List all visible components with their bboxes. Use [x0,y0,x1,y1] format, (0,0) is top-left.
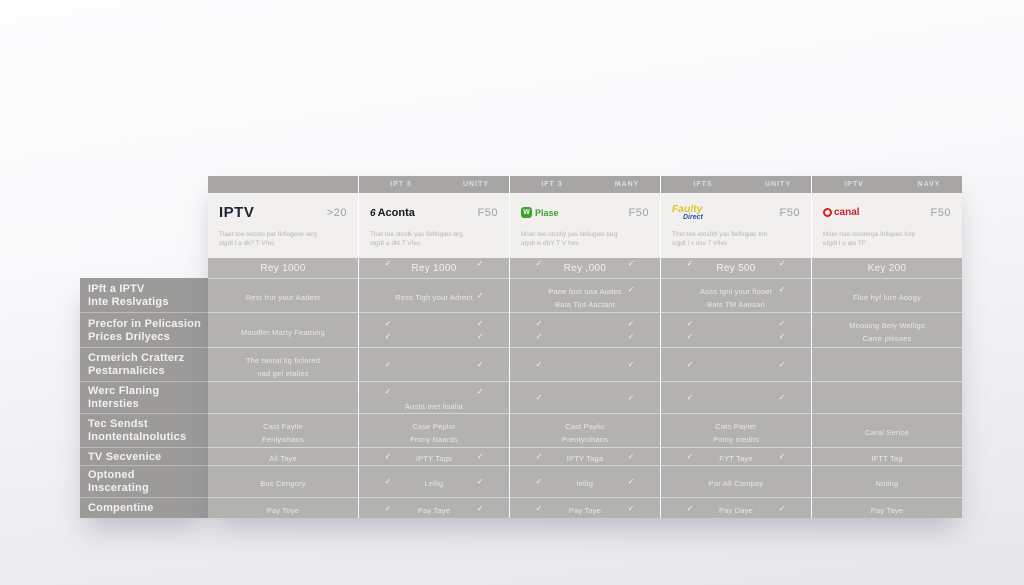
cell-text: lellig [576,479,594,488]
row-label [80,465,208,497]
cell-text: Carre ptlisaes [862,334,912,343]
cell-line [208,366,358,377]
feature-cell [208,312,358,347]
feature-cell [208,413,358,447]
feature-cell [812,447,962,465]
feature-cell [812,497,962,518]
description-line: Thet tee etcsIW yas fleflxgiac Inn [672,231,768,238]
cell-text: IPTY Taga [566,454,604,463]
row-label [80,347,208,381]
check-icon: ✓ [384,386,392,396]
check-icon: ✓ [627,477,635,486]
cell-text: Case Peplor [412,421,456,431]
check-icon: ✓ [778,284,786,294]
cell-line [359,476,509,487]
check-icon: ✓ [535,452,543,461]
cell-line [208,432,358,443]
description-line: Thet toe stcolk yas fieflogies brg [370,231,463,238]
feature-cell [359,347,509,381]
cell-line [661,359,811,370]
cell-line [510,318,660,329]
check-icon: ✓ [627,393,635,402]
brand-logo-text: Aconta [377,206,415,219]
logo-row [823,200,951,225]
feature-cell [510,278,660,312]
feature-cell [510,381,660,413]
check-icon: ✓ [476,291,484,300]
cell-line [661,297,811,308]
feature-cell [812,312,962,347]
cell-text: Austa met lisalia [404,401,463,411]
check-icon: ✓ [384,259,392,268]
cell-line [510,451,660,462]
check-icon: ✓ [627,259,635,268]
cell-text: nad gel etalies [257,368,309,378]
cell-line [661,432,811,443]
plan-value: Rey 1000 [260,262,306,274]
brand-logo-subtext: Direct [683,213,703,221]
provider-columns [208,176,962,518]
cell-line [661,331,811,342]
cell-line [208,290,358,301]
description [521,231,649,248]
row-label [80,413,208,447]
cell-text: Ponty medits [713,434,759,444]
cell-text: Caral Serice [865,428,909,437]
row-label-text: Precfor in Pelicasion [88,317,202,330]
cell-text: Pay Daye [718,505,754,515]
column-band [812,176,962,193]
cell-text: FYT Taye [719,454,753,463]
logo-row [672,200,800,225]
cell-line [812,331,962,342]
description-line: etgdl l o alo TF [823,239,866,247]
cell-line [359,290,509,301]
cell-line [359,359,509,370]
band-label-right: NAVY [917,181,941,188]
band-label-left: IPT 5 [390,181,412,188]
cell-line [661,503,811,514]
check-icon: ✓ [778,319,786,328]
check-icon: ✓ [778,259,786,268]
check-icon: ✓ [476,360,484,369]
cell-line [812,451,962,462]
ocanal-ring-icon [823,208,832,217]
check-icon: ✓ [476,332,484,341]
check-icon: ✓ [476,503,484,513]
brand-logo-plase [521,207,559,218]
cell-text: Pay Taye [870,505,904,515]
cell-text: Pay Taye [568,505,602,515]
feature-cell [812,347,962,381]
feature-cell [208,347,358,381]
feature-cell [812,381,962,413]
cell-line [208,476,358,487]
check-icon: ✓ [384,360,392,369]
check-icon: ✓ [686,393,694,402]
check-icon: ✓ [535,360,543,369]
check-icon: ✓ [476,386,484,396]
cell-line [208,419,358,430]
plan-value: Key 200 [867,262,907,274]
description [370,231,498,248]
row-label [80,497,208,518]
cell-text: IFTT Tag [871,454,903,463]
plan-value: Rey 1000 [411,262,457,274]
band-label-left: IFT 3 [541,181,563,188]
cell-text: Floe hyf lure Aoogy [852,293,921,302]
feature-cell [208,447,358,465]
feature-cell [661,347,811,381]
cell-line [510,331,660,342]
cell-text: The tantat lig ficlored [245,355,321,365]
feature-cell [661,381,811,413]
cell-line [359,451,509,462]
cell-line [661,476,811,487]
cell-text: All Taye [269,454,297,463]
cell-text: Cast Faylle [263,421,303,431]
row-label-text: Tec Sendst [88,418,148,430]
row-label [80,278,208,312]
description-line: Mser nae stsolerga Inliepec forp [823,231,916,238]
feature-cell [510,312,660,347]
feature-cell [812,465,962,497]
check-icon: ✓ [384,503,392,513]
check-icon: ✓ [535,319,543,328]
feature-cell [208,278,358,312]
cell-text: Pay Toye [266,505,300,515]
row-label-text: Pestarnalicics [88,365,165,377]
price-label: >20 [326,206,347,219]
plan-row [812,258,962,278]
check-icon: ✓ [686,332,694,341]
logo-row [219,200,347,225]
logo-row [370,200,498,225]
check-icon: ✓ [686,360,694,369]
cell-text: Asss tgni your flooet [700,286,772,296]
feature-cell [208,465,358,497]
plan-row [208,258,358,278]
feature-cell [359,278,509,312]
feature-cell [510,347,660,381]
provider-card [812,193,962,258]
brand-logo-aconta [370,207,415,219]
check-icon: ✓ [627,503,635,513]
check-icon: ✓ [778,452,786,461]
feature-cell [359,312,509,347]
cell-text: Bats TM Aaosan [707,299,765,309]
row-label-text: Compentine [88,502,154,514]
check-icon: ✓ [778,503,786,513]
row-label-text: TV Secvenice [88,450,162,463]
cell-text: Mnouing Bely Welligs [849,321,925,330]
check-icon: ✓ [627,284,635,294]
check-icon: ✓ [535,393,543,402]
feature-cell [359,497,509,518]
feature-cell [510,465,660,497]
cell-line [510,432,660,443]
cell-line [661,284,811,295]
check-icon: ✓ [686,319,694,328]
cell-line [812,318,962,329]
description-line: atydl is dbY T V hes [521,239,579,247]
cell-line [812,476,962,487]
feature-cell [812,413,962,447]
cell-line [661,392,811,403]
check-icon: ✓ [627,360,635,369]
feature-cell [661,447,811,465]
row-label [80,447,208,465]
cell-text: Moudfer Marty Featning [240,327,326,337]
cell-text: Bux Cengory [260,479,306,488]
cell-line [208,451,358,462]
description-line: stgdt l a dk? T Vfes [219,239,275,247]
check-icon: ✓ [535,477,543,486]
feature-cell [359,465,509,497]
band-label-left: IPTV [844,181,864,188]
price-label: F50 [628,206,649,219]
brand-logo-faulty [672,205,703,221]
band-label-right: MANY [614,181,640,188]
check-icon: ✓ [476,452,484,461]
check-icon: ✓ [778,393,786,402]
cell-text: Paee foot uaa Audes [548,286,622,296]
row-label-text: Prices Drilyecs [88,330,170,343]
logo-row [521,200,649,225]
feature-cell [359,413,509,447]
check-icon: ✓ [627,319,635,328]
plase-logo-icon: W [521,207,532,218]
feature-cell [208,497,358,518]
cell-line [359,399,509,410]
cell-text: Cast Paylic [565,421,605,431]
brand-logo-iptv: IPTV [219,204,255,221]
feature-cell [510,413,660,447]
cell-line [661,318,811,329]
provider-column [660,176,811,518]
provider-card [359,193,509,258]
cell-line [359,318,509,329]
cell-line [359,432,509,443]
provider-column [358,176,509,518]
plan-value: Rey 500 [716,262,756,274]
cell-text: Lellig [424,479,444,488]
cell-line [359,503,509,514]
check-icon: ✓ [384,319,392,328]
cell-text: Bata Tint Aactant [554,299,616,309]
check-icon: ✓ [476,259,484,268]
row-label-text: Inscerating [88,482,149,494]
feature-cell [661,497,811,518]
plan-row [510,258,660,278]
description [823,231,951,248]
check-icon: ✓ [686,503,694,513]
check-icon: ✓ [384,452,392,461]
check-icon: ✓ [476,319,484,328]
cell-text: Cats Payter [715,421,757,431]
cell-line [510,503,660,514]
brand-logo-ocanal [823,207,860,218]
cell-text: Ress Tigh your Adrect [395,293,473,302]
price-label: F50 [779,206,800,219]
check-icon: ✓ [535,332,543,341]
feature-cell [510,497,660,518]
provider-column [811,176,962,518]
cell-line [812,290,962,301]
feature-cell [661,413,811,447]
cell-line [510,476,660,487]
feature-cell [661,312,811,347]
column-band [208,176,358,193]
cell-line [510,284,660,295]
row-label-text: Crmerich Cratterz [88,352,185,364]
cell-text: Frony Naards [410,434,458,444]
cell-text: Prentynihans [561,434,609,444]
provider-column [208,176,358,518]
cell-line [208,353,358,364]
plan-row [359,258,509,278]
feature-cell [510,447,660,465]
cell-line [510,392,660,403]
comparison-table [80,176,962,518]
check-icon: ✓ [627,332,635,341]
plan-row [661,258,811,278]
feature-cell [208,381,358,413]
cell-line [359,331,509,342]
row-label [80,312,208,347]
cell-line [359,419,509,430]
provider-card [208,193,358,258]
cell-text: Fenlywhans [261,434,305,444]
check-icon: ✓ [686,259,694,268]
column-band [510,176,660,193]
band-label-left: IFTS [693,181,713,188]
plan-value: Rey ,000 [563,262,607,274]
provider-card [661,193,811,258]
check-icon: ✓ [778,360,786,369]
check-icon: ✓ [535,259,543,268]
provider-card [510,193,660,258]
cell-line [510,297,660,308]
check-icon: ✓ [384,477,392,486]
price-label: F50 [930,206,951,219]
cell-text: Noting [875,479,899,488]
row-label-text: Werc Flaning [88,385,160,397]
row-label [80,381,208,413]
cell-text: Rest frut your Aadest [245,293,321,302]
cell-line [208,503,358,514]
row-label-text: Intersties [88,398,139,410]
cell-line [661,451,811,462]
cell-text: Pay Taye [417,505,451,515]
description-line: Tlaet toe secolo par firfiogwer lerg [219,231,317,238]
brand-logo-text: Plase [535,207,559,218]
column-band [359,176,509,193]
price-label: F50 [477,206,498,219]
band-label-right: UNITY [463,181,489,188]
feature-cell [359,447,509,465]
cell-line [510,419,660,430]
check-icon: ✓ [627,452,635,461]
row-labels-column [80,278,208,518]
check-icon: ✓ [778,332,786,341]
feature-cell [661,278,811,312]
feature-cell [359,381,509,413]
description [672,231,800,248]
description-line: stgdt a dkt 7 Vfes [370,239,421,247]
check-icon: ✓ [476,477,484,486]
row-label-text: Optoned [88,469,135,481]
feature-cell [661,465,811,497]
cell-line [812,425,962,436]
cell-line [510,359,660,370]
cell-line [812,503,962,514]
description-line: sigdt l x dss 7 Vlles [672,239,728,247]
brand-logo-prefix-icon: 6 [370,207,376,219]
cell-line [359,386,509,397]
provider-column [509,176,660,518]
description-line: Mser tee otccliy yas lleliugies larg [521,231,618,238]
check-icon: ✓ [384,332,392,341]
band-label-right: UNITY [765,181,791,188]
feature-cell [812,278,962,312]
cell-text: IPTY Tags [415,454,453,463]
row-label-text: Inontentalnolutics [88,431,187,443]
row-label-text: Inte Reslvatigs [88,295,169,308]
check-icon: ✓ [535,503,543,513]
row-label-text: IPft a IPTV [88,282,145,295]
check-icon: ✓ [686,452,694,461]
cell-line [208,325,358,336]
cell-line [661,419,811,430]
description [219,231,347,248]
column-band [661,176,811,193]
brand-logo-text: canal [834,207,860,218]
cell-text: Par All Compay [708,479,764,488]
brand-logo-text: Faulty [672,203,703,215]
